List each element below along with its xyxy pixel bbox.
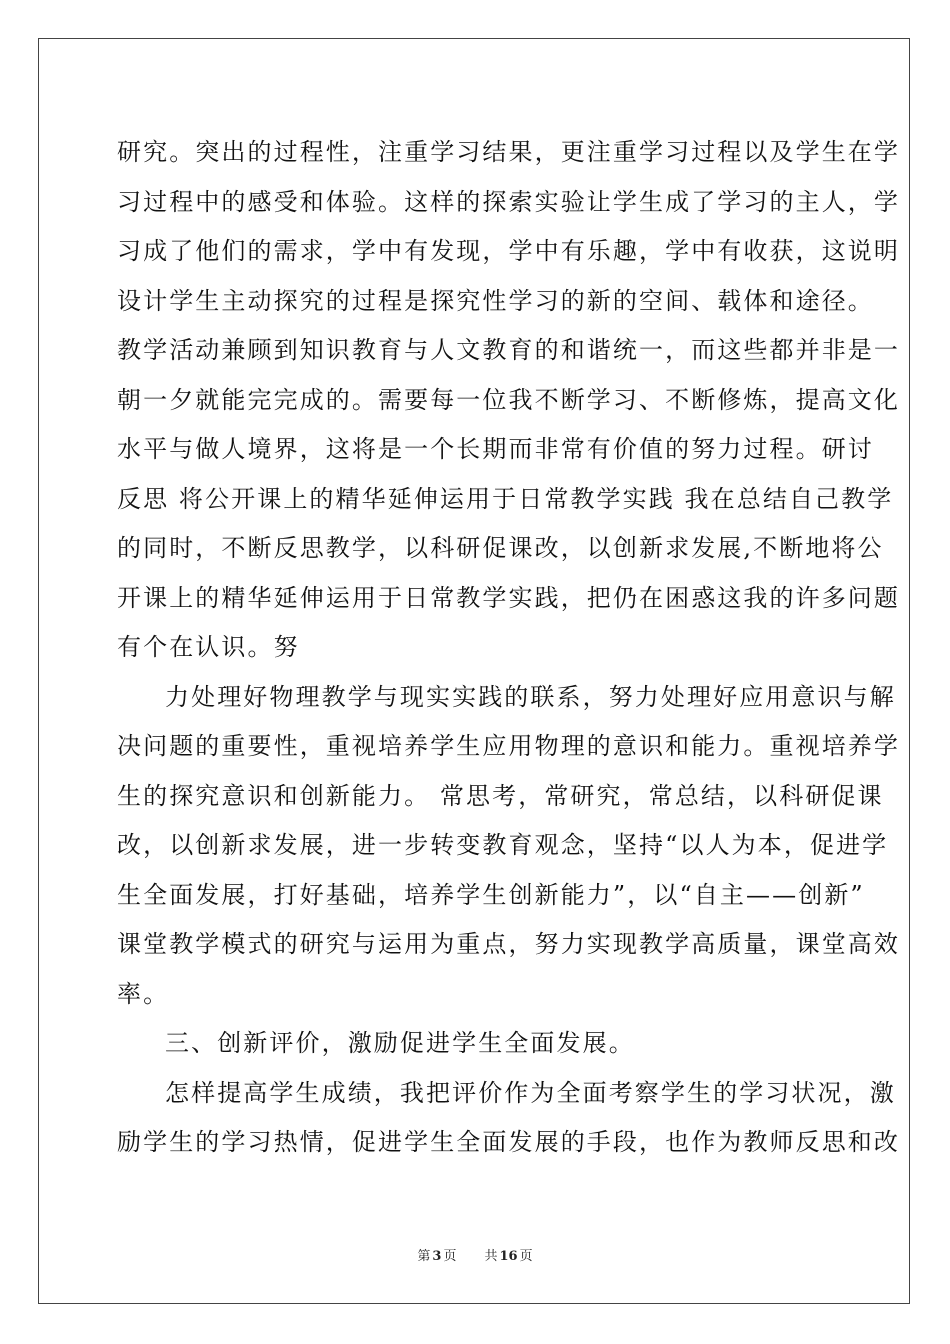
text-line: 教学活动兼顾到知识教育与人文教育的和谐统一，而这些都并非是一 xyxy=(117,336,900,364)
text-line: 励学生的学习热情，促进学生全面发展的手段，也作为教师反思和改 xyxy=(117,1128,900,1156)
section-heading: 三、创新评价，激励促进学生全面发展。 xyxy=(165,1029,635,1057)
text-line: 率。 xyxy=(117,979,170,1008)
text-line: 设计学生主动探究的过程是探究性学习的新的空间、载体和途径。 xyxy=(117,286,874,315)
text-line: 决问题的重要性，重视培养学生应用物理的意识和能力。重视培养学 xyxy=(117,732,900,760)
text-line: 有个在认识。努 xyxy=(117,633,300,661)
text-line: 朝一夕就能完完成的。需要每一位我不断学习、不断修炼，提高文化 xyxy=(117,385,900,414)
text-line: 研究。突出的过程性，注重学习结果，更注重学习过程以及学生在学 xyxy=(117,138,900,166)
text-line: 生的探究意识和创新能力。 常思考，常研究，常总结，以科研促课 xyxy=(117,781,884,810)
total-unit: 页 xyxy=(519,1249,533,1264)
text-line: 反思 将公开课上的精华延伸运用于日常教学实践 我在总结自己教学 xyxy=(117,484,894,513)
page-footer xyxy=(0,1245,950,1264)
page-current: 3 xyxy=(432,1249,442,1264)
page-number xyxy=(415,1249,458,1264)
total-prefix: 共 xyxy=(484,1249,498,1264)
text-line: 的同时，不断反思教学，以科研促课改，以创新求发展,不断地将公 xyxy=(117,534,884,562)
text-line: 生全面发展，打好基础，培养学生创新能力”，以“自主——创新” xyxy=(117,880,865,909)
text-line: 改，以创新求发展，进一步转变教育观念，坚持“以人为本，促进学 xyxy=(117,831,889,859)
total-count: 16 xyxy=(499,1249,518,1264)
text-line: 课堂教学模式的研究与运用为重点，努力实现教学高质量，课堂高效 xyxy=(117,930,900,958)
text-line: 开课上的精华延伸运用于日常教学实践，把仍在困惑这我的许多问题 xyxy=(117,583,900,612)
paragraph-first-line: 怎样提高学生成绩，我把评价作为全面考察学生的学习状况，激 xyxy=(165,1078,896,1107)
page-total xyxy=(482,1249,534,1264)
text-line: 习成了他们的需求，学中有发现，学中有乐趣，学中有收获，这说明 xyxy=(117,237,900,265)
document-body xyxy=(117,128,900,1168)
text-line: 习过程中的感受和体验。这样的探索实验让学生成了学习的主人，学 xyxy=(117,187,900,216)
text-line: 水平与做人境界，这将是一个长期而非常有价值的努力过程。研讨 xyxy=(117,435,874,463)
page-unit: 页 xyxy=(443,1249,457,1264)
paragraph-first-line: 力处理好物理教学与现实实践的联系，努力处理好应用意识与解 xyxy=(165,682,896,711)
page-prefix: 第 xyxy=(417,1249,431,1264)
